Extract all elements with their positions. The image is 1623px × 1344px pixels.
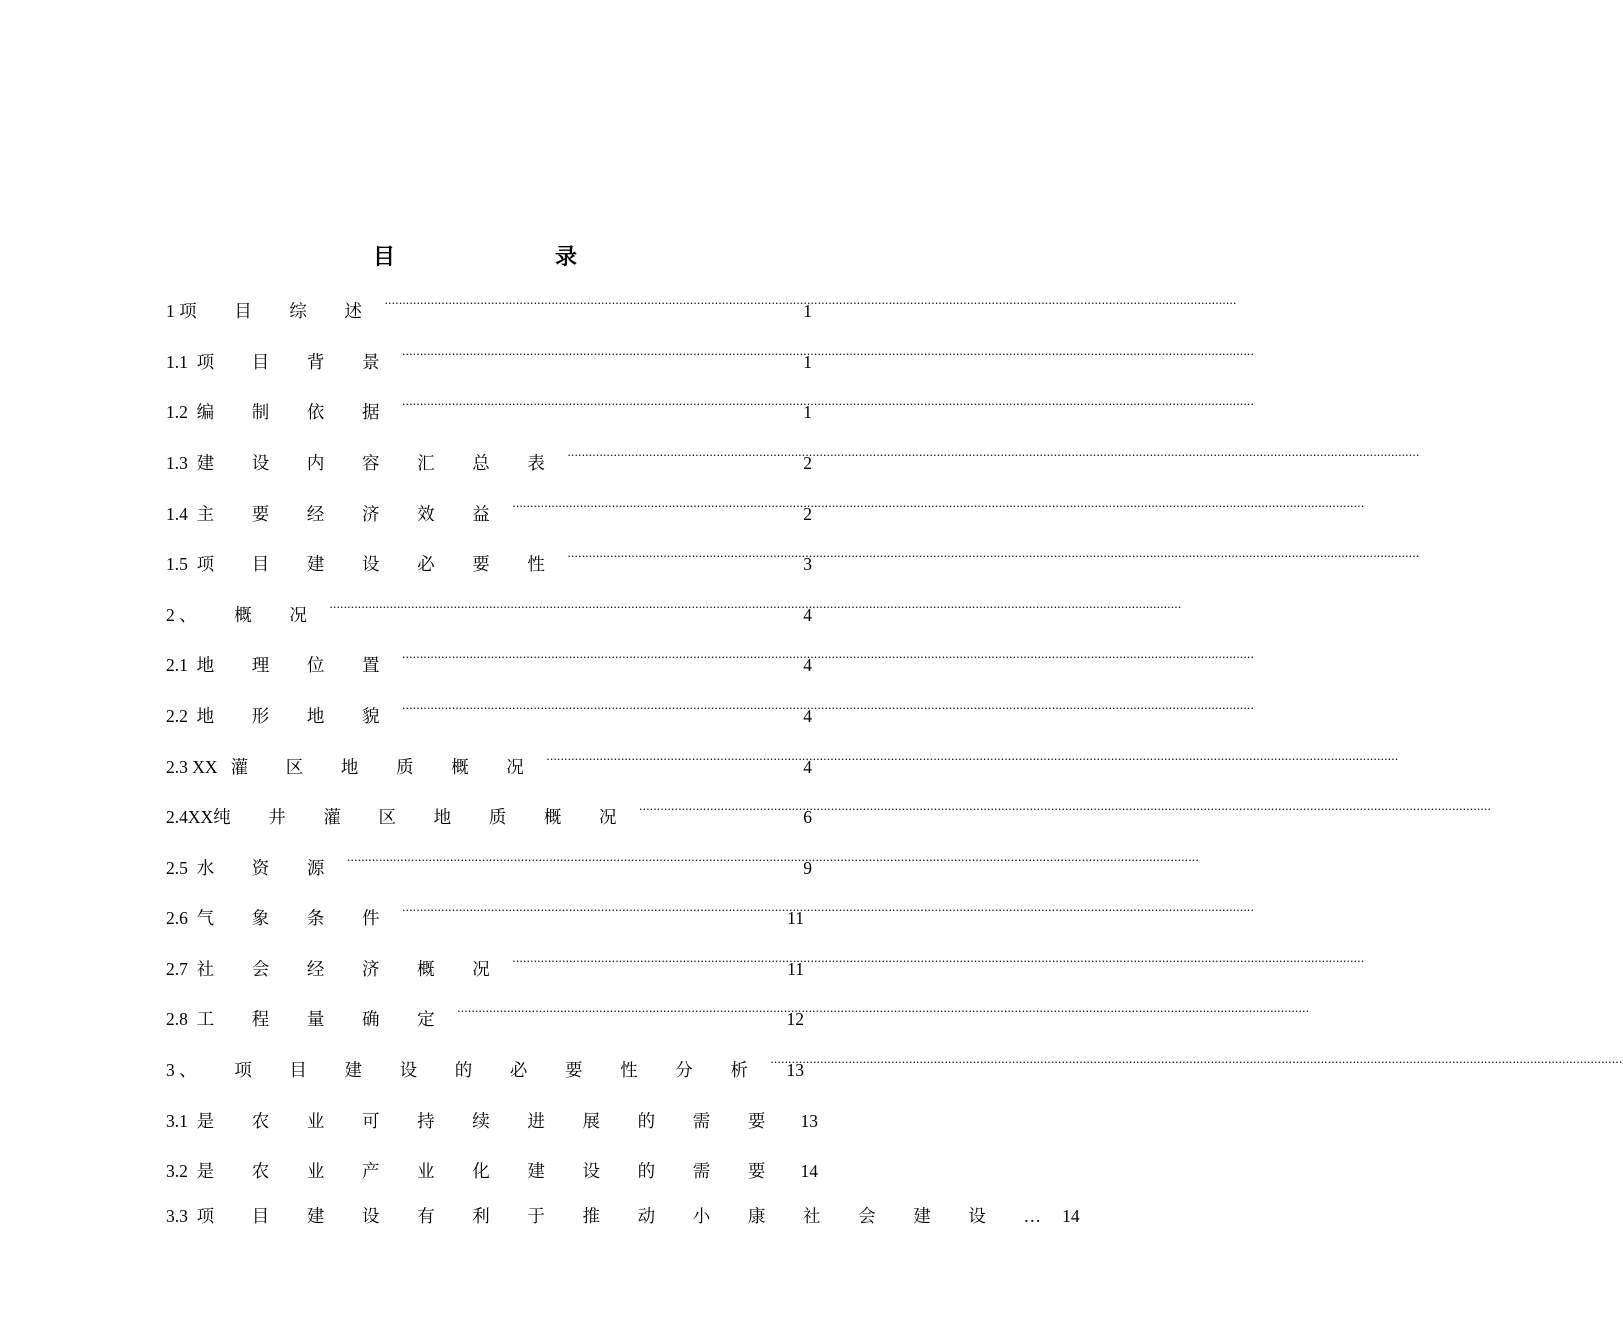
toc-entry-number: 2.5 (166, 858, 188, 878)
toc-entry-title: 纯 井 灌 区 地 质 概 况 (213, 807, 634, 827)
toc-entry[interactable] (166, 496, 812, 524)
toc-entry-title: 项 目 建 设 有 利 于 推 动 小 康 社 会 建 设 … (196, 1206, 1058, 1226)
dot-leader (402, 394, 790, 418)
dot-leader (457, 1001, 774, 1025)
toc-entry-number: 2.8 (166, 1009, 188, 1029)
toc-entry[interactable] (166, 951, 804, 979)
toc-entry-title: 是 农 业 产 业 化 建 设 的 需 要 (196, 1161, 782, 1181)
toc-entry[interactable] (166, 293, 812, 321)
toc-entry-number: 2.1 (166, 655, 188, 675)
toc-entry[interactable] (166, 698, 812, 726)
toc-entry-number: 1.2 (166, 402, 188, 422)
toc-entry[interactable] (166, 1153, 818, 1181)
toc-entry-number: 2.2 (166, 706, 188, 726)
toc-entry-title: 项 目 背 景 (196, 352, 397, 372)
dot-leader (347, 850, 790, 874)
toc-entry-title: 水 资 源 (196, 858, 341, 878)
toc-entry-page: 4 (803, 605, 812, 625)
toc-entry[interactable] (166, 546, 812, 574)
toc-entry-title: 气 象 条 件 (196, 908, 397, 928)
toc-entry-title: 地 形 地 貌 (196, 706, 397, 726)
toc-entry-number: 1.5 (166, 554, 188, 574)
toc-entry-page: 2 (803, 504, 812, 524)
toc-entry-page: 1 (803, 301, 812, 321)
toc-entry-page: 1 (803, 402, 812, 422)
toc-entry[interactable] (166, 445, 812, 473)
dot-leader (402, 900, 774, 924)
toc-entry-number: 3.3 (166, 1206, 188, 1226)
toc-entry-title: 项 目 综 述 (179, 301, 379, 321)
toc-entry[interactable] (166, 1052, 804, 1080)
toc-entry-page: 4 (803, 706, 812, 726)
dot-leader (568, 445, 791, 469)
toc-entry-page: 4 (803, 757, 812, 777)
toc-entry-title: 主 要 经 济 效 益 (196, 504, 507, 524)
toc-entry-title: 、 项 目 建 设 的 必 要 性 分 析 (179, 1060, 765, 1080)
dot-leader (385, 293, 790, 317)
dot-leader (568, 546, 791, 570)
toc-entry[interactable] (166, 749, 812, 777)
toc-entry-number: 2.7 (166, 959, 188, 979)
dot-leader (512, 496, 790, 520)
dot-leader (402, 698, 790, 722)
toc-entry-page: 6 (803, 807, 812, 827)
toc-entry-title: 建 设 内 容 汇 总 表 (196, 453, 562, 473)
toc-title-right: 录 (555, 244, 578, 269)
toc-entry-number: 2.4XX (166, 807, 214, 827)
toc-entry[interactable] (166, 597, 812, 625)
toc-entry-number: 2.6 (166, 908, 188, 928)
toc-entry[interactable] (166, 850, 812, 878)
toc-entry-page: 14 (1062, 1206, 1080, 1226)
toc-entry-page: 11 (787, 959, 804, 979)
toc-entry[interactable] (166, 394, 812, 422)
toc-title-left: 目 (372, 244, 395, 269)
toc-entry-number: 3.1 (166, 1111, 188, 1131)
toc-entry-page: 13 (800, 1111, 818, 1131)
toc-entry-title: 是 农 业 可 持 续 进 展 的 需 要 (196, 1111, 782, 1131)
toc-entry-title: 项 目 建 设 必 要 性 (196, 554, 562, 574)
dot-leader (639, 799, 790, 823)
toc-entry[interactable] (166, 1103, 818, 1131)
toc-entry[interactable] (166, 647, 812, 675)
toc-entry-page: 2 (803, 453, 812, 473)
toc-entry[interactable] (166, 1001, 804, 1029)
toc-entry[interactable] (166, 344, 812, 372)
toc-entry-page: 3 (803, 554, 812, 574)
toc-entry-number: 2.3 XX (166, 757, 218, 777)
dot-leader (330, 597, 791, 621)
toc-entry-number: 3 (166, 1060, 175, 1080)
toc-entry-page: 4 (803, 655, 812, 675)
toc-entry[interactable] (166, 1204, 1080, 1228)
toc-entry-number: 2 (166, 605, 175, 625)
dot-leader (771, 1052, 775, 1076)
dot-leader (402, 647, 790, 671)
toc-entry-number: 1.1 (166, 352, 188, 372)
dot-leader (512, 951, 774, 975)
toc-entry-page: 1 (803, 352, 812, 372)
toc-entry-page: 11 (787, 908, 804, 928)
toc-entry[interactable] (166, 799, 812, 827)
toc-entry-title: 编 制 依 据 (196, 402, 397, 422)
toc-entry-page: 12 (786, 1009, 804, 1029)
toc-entry-title: 、 概 况 (179, 605, 324, 625)
toc-entry[interactable] (166, 900, 804, 928)
toc-entry-number: 1.4 (166, 504, 188, 524)
toc-entry-number: 1.3 (166, 453, 188, 473)
dot-leader (546, 749, 790, 773)
toc-entry-title: 灌 区 地 质 概 况 (230, 757, 541, 777)
toc-entry-title: 社 会 经 济 概 况 (196, 959, 507, 979)
toc-entry-title: 地 理 位 置 (196, 655, 397, 675)
toc-entry-number: 1 (166, 301, 175, 321)
toc-entry-page: 9 (803, 858, 812, 878)
toc-entry-title: 工 程 量 确 定 (196, 1009, 452, 1029)
toc-entry-number: 3.2 (166, 1161, 188, 1181)
toc-title (0, 240, 950, 271)
dot-leader (402, 344, 790, 368)
toc-entry-page: 14 (800, 1161, 818, 1181)
toc-entry-page: 13 (786, 1060, 804, 1080)
